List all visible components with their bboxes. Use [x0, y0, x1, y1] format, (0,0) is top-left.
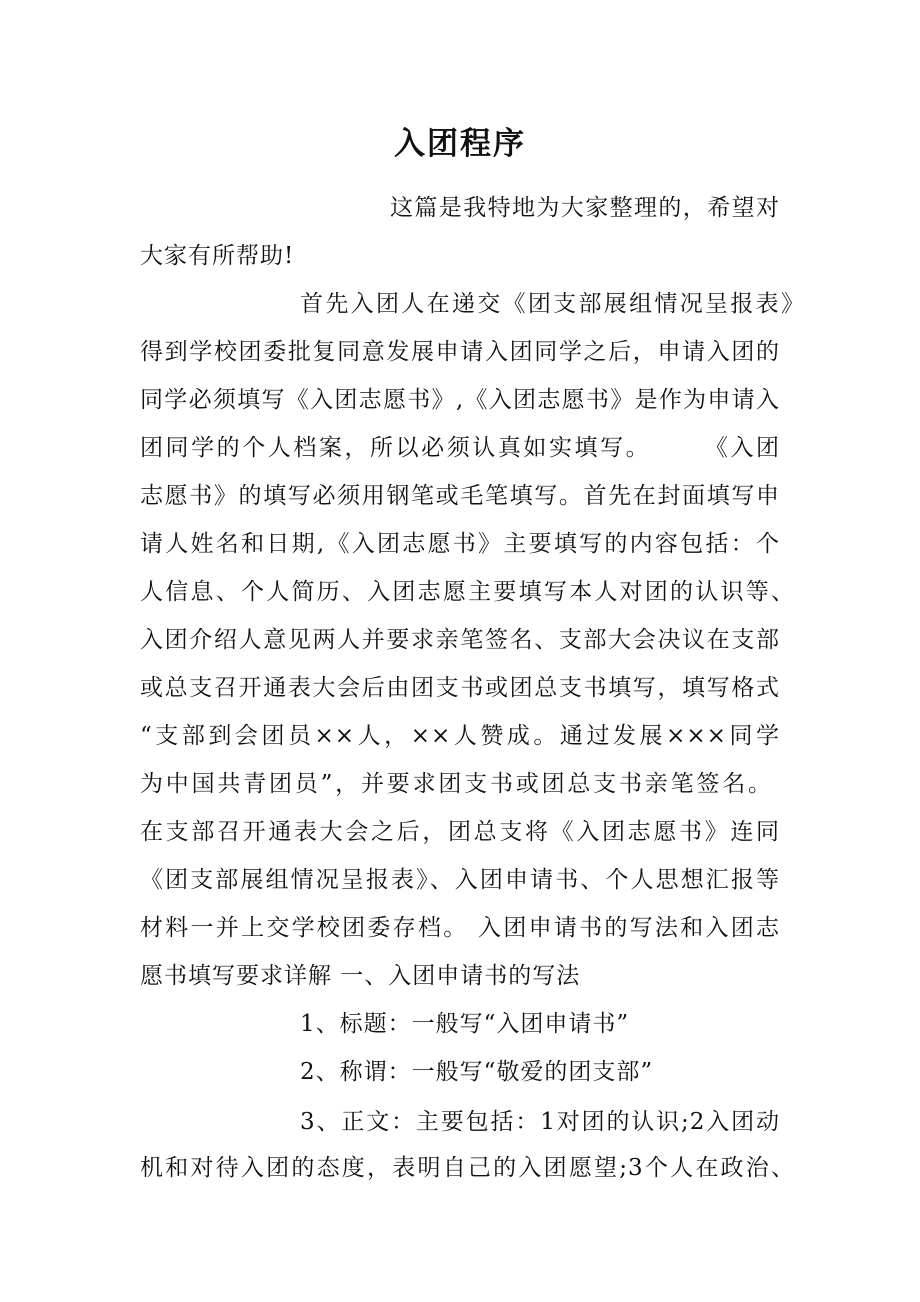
text-line: 在支部召开通表大会之后，团总支将《入团志愿书》连同 [140, 819, 780, 845]
text-line: 同学必须填写《入团志愿书》,《入团志愿书》是作为申请入 [140, 387, 780, 413]
list-item: 1、标题：一般写“入团申请书” [300, 1011, 630, 1037]
text-line: 志愿书》的填写必须用钢笔或毛笔填写。首先在封面填写申 [140, 483, 780, 509]
text-line: 为中国共青团员”，并要求团支书或团总支书亲笔签名。 [140, 771, 772, 797]
text-line: 人信息、个人简历、入团志愿主要填写本人对团的认识等、 [140, 579, 795, 605]
text-line: 首先入团人在递交《团支部展组情况呈报表》 [300, 291, 805, 317]
text-line: 愿书填写要求详解 一、入团申请书的写法 [140, 963, 581, 989]
text-line: “支部到会团员××人，××人赞成。通过发展×××同学 [140, 723, 780, 749]
list-item: 2、称谓：一般写“敬爱的团支部” [300, 1059, 654, 1085]
text-line: 大家有所帮助! [140, 243, 295, 269]
text-line: 《团支部展组情况呈报表》、入团申请书、个人思想汇报等 [140, 867, 780, 893]
text-line: 或总支召开通表大会后由团支书或团总支书填写，填写格式 [140, 675, 780, 701]
text-line: 请人姓名和日期,《入团志愿书》主要填写的内容包括：个 [140, 531, 780, 557]
text-line: 材料一并上交学校团委存档。 入团申请书的写法和入团志 [140, 915, 780, 941]
text-line: 入团介绍人意见两人并要求亲笔签名、支部大会决议在支部 [140, 627, 780, 653]
text-line: 得到学校团委批复同意发展申请入团同学之后，申请入团的 [140, 339, 780, 365]
text-line: 这篇是我特地为大家整理的，希望对 [390, 195, 780, 221]
text-line: 机和对待入团的态度，表明自己的入团愿望;3个人在政治、 [140, 1155, 795, 1181]
text-line: 团同学的个人档案，所以必须认真如实填写。 《入团 [140, 435, 780, 461]
document-title: 入团程序 [394, 126, 526, 162]
list-item: 3、正文：主要包括：1对团的认识;2入团动 [300, 1109, 780, 1135]
